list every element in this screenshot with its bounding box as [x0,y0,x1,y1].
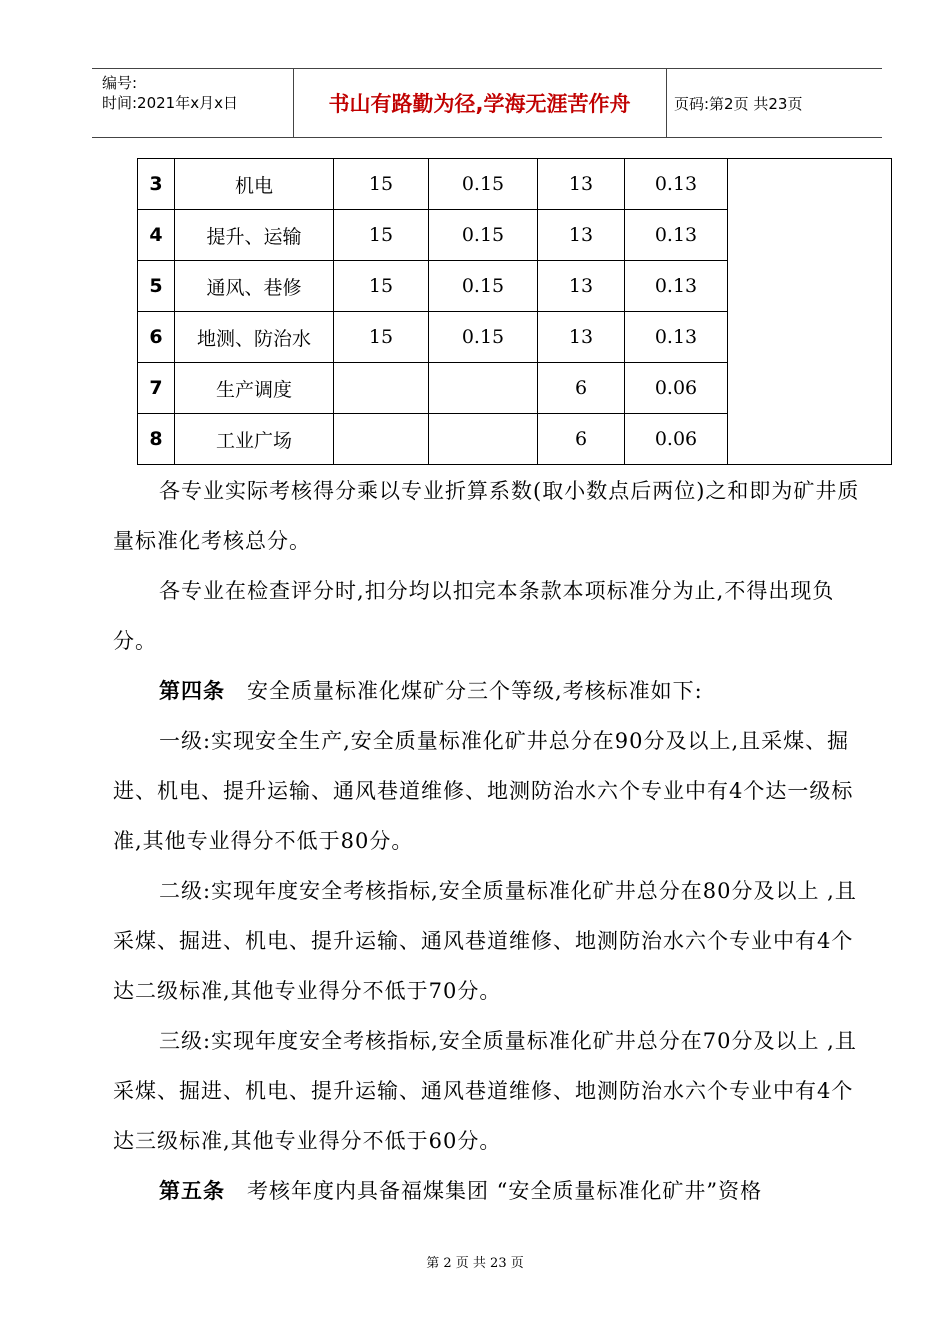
specialty-cell: 通风、巷修 [175,261,334,312]
number-label: 编号: [102,74,138,92]
coefficient-cell [429,363,538,414]
actual-coefficient-cell: 0.06 [625,414,728,465]
remarks-cell [728,159,892,465]
row-number-cell: 6 [138,312,175,363]
score-table [137,158,892,465]
paragraph-total-score: 各专业实际考核得分乘以专业折算系数(取小数点后两位)之和即为矿井质量标准化考核总分。 [113,479,860,553]
row-number-cell: 8 [138,414,175,465]
header-motto: 书山有路勤为径,学海无涯苦作舟 [328,92,631,116]
actual-score-cell: 13 [538,159,625,210]
level-2: 二级:实现年度安全考核指标,安全质量标准化矿井总分在80分及以上 ,且采煤、掘进、机电、提升运输、通风巷道维修、地测防治水六个专业中有4个达二级标准,其他专业得分不低于70分。 [113,879,857,1003]
header-divider [666,69,667,137]
actual-coefficient-cell: 0.13 [625,261,728,312]
actual-score-cell: 13 [538,312,625,363]
header-page-label: 页码:第2页 共23页 [674,94,803,113]
row-number-cell: 5 [138,261,175,312]
actual-coefficient-cell: 0.13 [625,210,728,261]
article-5-text: 考核年度内具备福煤集团 “安全质量标准化矿井”资格 [247,1179,763,1203]
actual-coefficient-cell: 0.06 [625,363,728,414]
header-meta [102,73,238,113]
specialty-cell: 提升、运输 [175,210,334,261]
row-number-cell: 7 [138,363,175,414]
specialty-cell: 地测、防治水 [175,312,334,363]
actual-score-cell: 13 [538,261,625,312]
standard-score-cell: 15 [334,312,429,363]
coefficient-cell: 0.15 [429,261,538,312]
standard-score-cell: 15 [334,210,429,261]
article-5 [113,1166,861,1216]
actual-score-cell: 6 [538,414,625,465]
row-number-cell: 3 [138,159,175,210]
specialty-cell: 工业广场 [175,414,334,465]
time-label: 时间:2021年x月x日 [102,94,238,112]
paragraph-no-negative: 各专业在检查评分时,扣分均以扣完本条款本项标准分为止,不得出现负分。 [113,579,835,653]
article-4-text: 安全质量标准化煤矿分三个等级,考核标准如下: [247,679,703,703]
table-row [138,159,892,210]
actual-score-cell: 13 [538,210,625,261]
coefficient-cell [429,414,538,465]
article-4 [113,666,861,716]
coefficient-cell: 0.15 [429,312,538,363]
standard-score-cell [334,363,429,414]
page-footer: 第 2 页 共 23 页 [426,1256,524,1271]
row-number-cell: 4 [138,210,175,261]
actual-coefficient-cell: 0.13 [625,312,728,363]
coefficient-cell: 0.15 [429,159,538,210]
level-1: 一级:实现安全生产,安全质量标准化矿井总分在90分及以上,且采煤、掘进、机电、提升运输、通风巷道维修、地测防治水六个专业中有4个达一级标准,其他专业得分不低于80分。 [113,729,854,853]
article-4-title: 第四条 [159,679,225,703]
standard-score-cell [334,414,429,465]
standard-score-cell: 15 [334,261,429,312]
actual-score-cell: 6 [538,363,625,414]
page-header [92,68,882,138]
actual-coefficient-cell: 0.13 [625,159,728,210]
specialty-cell: 机电 [175,159,334,210]
specialty-cell: 生产调度 [175,363,334,414]
level-3: 三级:实现年度安全考核指标,安全质量标准化矿井总分在70分及以上 ,且采煤、掘进、机电、提升运输、通风巷道维修、地测防治水六个专业中有4个达三级标准,其他专业得分不低于60分。 [113,1029,857,1153]
standard-score-cell: 15 [334,159,429,210]
article-5-title: 第五条 [159,1179,225,1203]
coefficient-cell: 0.15 [429,210,538,261]
